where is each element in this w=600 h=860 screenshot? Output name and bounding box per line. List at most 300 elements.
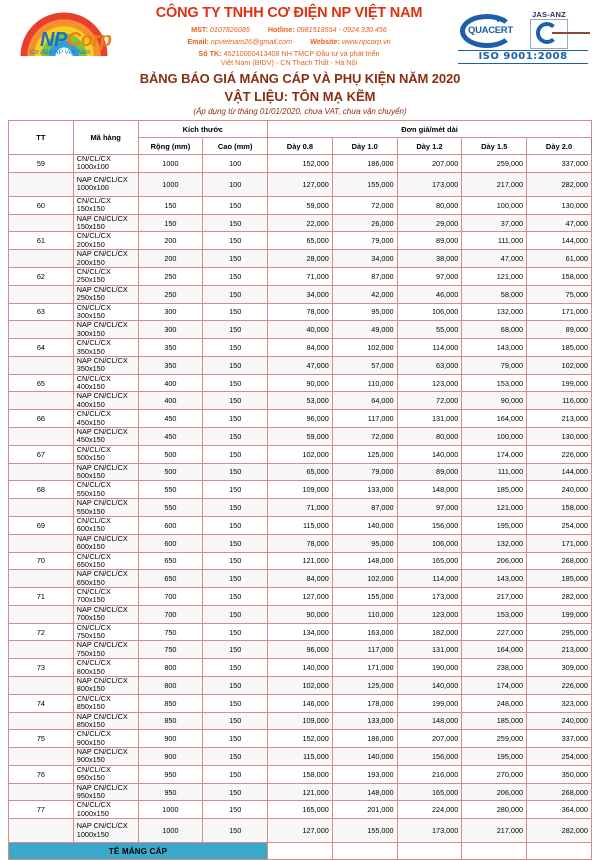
cell-price: 207,000	[397, 730, 462, 748]
cell-tt: 68	[9, 481, 74, 499]
cell-cao: 150	[203, 196, 268, 214]
table-header	[9, 121, 592, 155]
table-row	[9, 214, 592, 232]
cell-price: 96,000	[268, 641, 333, 659]
cell-price: 29,000	[397, 214, 462, 232]
cell-name: NAP CN/CL/CX 150x150	[73, 214, 138, 232]
cell-name: CN/CL/CX 200x150	[73, 232, 138, 250]
cell-cao: 150	[203, 588, 268, 606]
cell-rong: 650	[138, 552, 203, 570]
table-row	[9, 172, 592, 196]
email-value[interactable]: npvietnam26@gmail.com	[210, 36, 293, 46]
cell-price: 131,000	[397, 410, 462, 428]
cell-name: CN/CL/CX 1000x150	[73, 801, 138, 819]
cell-cao: 150	[203, 676, 268, 694]
cell-price: 165,000	[397, 552, 462, 570]
cell-tt: 77	[9, 801, 74, 819]
cell-name: CN/CL/CX 550x150	[73, 481, 138, 499]
cell-cao: 150	[203, 303, 268, 321]
cell-rong: 800	[138, 659, 203, 677]
quacert-vn-label: vn	[496, 15, 506, 24]
cell-price: 280,000	[462, 801, 527, 819]
table-row	[9, 268, 592, 286]
mst-value: 0107826085	[209, 24, 250, 34]
cell-price: 84,000	[268, 339, 333, 357]
cell-price: 100,000	[462, 196, 527, 214]
cell-price: 125,000	[332, 676, 397, 694]
cell-price: 337,000	[527, 155, 592, 173]
cell-price: 182,000	[397, 623, 462, 641]
cell-price: 123,000	[397, 605, 462, 623]
cell-price: 144,000	[527, 232, 592, 250]
cell-price: 49,000	[332, 321, 397, 339]
cell-rong: 150	[138, 196, 203, 214]
cell-price: 173,000	[397, 819, 462, 843]
cell-rong: 1000	[138, 801, 203, 819]
table-row	[9, 374, 592, 392]
cell-price: 238,000	[462, 659, 527, 677]
cell-price: 121,000	[268, 783, 333, 801]
cell-price: 158,000	[527, 499, 592, 517]
cell-price: 143,000	[462, 570, 527, 588]
table-row	[9, 499, 592, 517]
cell-price: 121,000	[462, 268, 527, 286]
cell-price: 84,000	[268, 570, 333, 588]
cell-name: CN/CL/CX 300x150	[73, 303, 138, 321]
cell-price: 240,000	[527, 481, 592, 499]
table-row	[9, 712, 592, 730]
cell-cao: 150	[203, 356, 268, 374]
table-row	[9, 410, 592, 428]
table-row	[9, 819, 592, 843]
table-row	[9, 623, 592, 641]
cell-name: CN/CL/CX 850x150	[73, 694, 138, 712]
website-label: Website:	[310, 36, 340, 46]
cell-rong: 250	[138, 268, 203, 286]
certification-badges	[454, 4, 594, 64]
letterhead	[0, 0, 600, 68]
table-row	[9, 232, 592, 250]
cell-rong: 150	[138, 214, 203, 232]
table-row	[9, 801, 592, 819]
cell-rong: 1000	[138, 172, 203, 196]
mst-label: MST:	[191, 24, 208, 34]
logo-corp-text: Corp	[66, 29, 112, 51]
cell-rong: 300	[138, 303, 203, 321]
cell-price: 102,000	[332, 339, 397, 357]
cell-price: 72,000	[397, 392, 462, 410]
cell-price: 193,000	[332, 765, 397, 783]
cell-price: 87,000	[332, 268, 397, 286]
cell-price: 248,000	[462, 694, 527, 712]
section-blank-cell	[462, 843, 527, 860]
table-row	[9, 285, 592, 303]
cell-name: NAP CN/CL/CX 900x150	[73, 748, 138, 766]
cell-price: 95,000	[332, 534, 397, 552]
cell-price: 116,000	[527, 392, 592, 410]
cell-price: 199,000	[527, 605, 592, 623]
cell-price: 115,000	[268, 748, 333, 766]
cell-rong: 400	[138, 374, 203, 392]
cell-price: 153,000	[462, 374, 527, 392]
cell-name: CN/CL/CX 500x150	[73, 445, 138, 463]
cell-price: 259,000	[462, 155, 527, 173]
cell-price: 173,000	[397, 588, 462, 606]
cell-price: 87,000	[332, 499, 397, 517]
cell-tt	[9, 392, 74, 410]
cell-price: 71,000	[268, 268, 333, 286]
page-title: BẢNG BÁO GIÁ MÁNG CÁP VÀ PHỤ KIỆN NĂM 2020	[139, 71, 461, 86]
cell-tt: 59	[9, 155, 74, 173]
cell-rong: 200	[138, 232, 203, 250]
cell-price: 148,000	[332, 783, 397, 801]
cell-name: CN/CL/CX 900x150	[73, 730, 138, 748]
cell-price: 127,000	[268, 819, 333, 843]
table-row	[9, 392, 592, 410]
cell-price: 164,000	[462, 410, 527, 428]
cell-name: NAP CN/CL/CX 500x150	[73, 463, 138, 481]
cell-name: NAP CN/CL/CX 1000x100	[73, 172, 138, 196]
header-row-1	[9, 121, 592, 138]
cell-price: 213,000	[527, 641, 592, 659]
cell-price: 144,000	[527, 463, 592, 481]
cell-tt	[9, 321, 74, 339]
table-row	[9, 748, 592, 766]
cell-price: 156,000	[397, 748, 462, 766]
table-row	[9, 303, 592, 321]
cell-name: NAP CN/CL/CX 700x150	[73, 605, 138, 623]
cell-tt: 73	[9, 659, 74, 677]
cell-tt	[9, 605, 74, 623]
cell-tt	[9, 463, 74, 481]
cell-tt	[9, 819, 74, 843]
cell-name: CN/CL/CX 400x150	[73, 374, 138, 392]
cell-tt: 64	[9, 339, 74, 357]
cell-price: 78,000	[268, 303, 333, 321]
cell-price: 165,000	[397, 783, 462, 801]
company-name: CÔNG TY TNHH CƠ ĐIỆN NP VIỆT NAM	[155, 5, 423, 21]
cell-price: 34,000	[268, 285, 333, 303]
cell-name: NAP CN/CL/CX 800x150	[73, 676, 138, 694]
cell-price: 140,000	[397, 445, 462, 463]
jasanz-bar	[552, 32, 590, 34]
cell-price: 102,000	[332, 570, 397, 588]
cell-tt: 71	[9, 588, 74, 606]
cell-name: CN/CL/CX 650x150	[73, 552, 138, 570]
cell-tt: 66	[9, 410, 74, 428]
cell-price: 72,000	[332, 428, 397, 446]
cell-price: 79,000	[462, 356, 527, 374]
table-row	[9, 765, 592, 783]
cell-price: 158,000	[527, 268, 592, 286]
title-note: (Áp dụng từ tháng 01/01/2020, chưa VAT, chưa vận chuyển)	[193, 107, 407, 117]
cell-name: NAP CN/CL/CX 350x150	[73, 356, 138, 374]
cell-price: 337,000	[527, 730, 592, 748]
cell-price: 364,000	[527, 801, 592, 819]
cell-rong: 250	[138, 285, 203, 303]
page-subtitle: VẬT LIỆU: TÔN MẠ KẼM	[224, 88, 376, 104]
cell-price: 140,000	[332, 516, 397, 534]
cell-price: 78,000	[268, 534, 333, 552]
cell-price: 132,000	[462, 303, 527, 321]
cell-price: 259,000	[462, 730, 527, 748]
cell-price: 47,000	[268, 356, 333, 374]
cell-price: 53,000	[268, 392, 333, 410]
website-value[interactable]: www.npcorp.vn	[341, 36, 391, 46]
cell-rong: 300	[138, 321, 203, 339]
cell-price: 131,000	[397, 641, 462, 659]
cell-tt	[9, 214, 74, 232]
cell-price: 111,000	[462, 232, 527, 250]
cell-price: 140,000	[268, 659, 333, 677]
cell-rong: 550	[138, 499, 203, 517]
logo-tagline: Cơ điện NP Việt Nam	[30, 50, 91, 56]
cell-price: 40,000	[268, 321, 333, 339]
cell-tt	[9, 570, 74, 588]
cell-cao: 150	[203, 783, 268, 801]
cell-price: 282,000	[527, 172, 592, 196]
cell-price: 65,000	[268, 232, 333, 250]
cell-price: 195,000	[462, 748, 527, 766]
cell-price: 186,000	[332, 155, 397, 173]
cell-price: 227,000	[462, 623, 527, 641]
cell-cao: 150	[203, 499, 268, 517]
cell-price: 155,000	[332, 172, 397, 196]
email-label: Email:	[187, 36, 209, 46]
cell-price: 185,000	[527, 339, 592, 357]
cell-price: 165,000	[268, 801, 333, 819]
document-title-block	[0, 64, 600, 120]
bank-label: Số TK:	[198, 48, 222, 58]
cell-rong: 500	[138, 463, 203, 481]
cell-price: 143,000	[462, 339, 527, 357]
cell-price: 100,000	[462, 428, 527, 446]
cell-price: 37,000	[462, 214, 527, 232]
cell-rong: 850	[138, 712, 203, 730]
cell-price: 173,000	[397, 172, 462, 196]
cell-rong: 900	[138, 748, 203, 766]
cell-tt: 74	[9, 694, 74, 712]
cell-tt	[9, 428, 74, 446]
cell-price: 217,000	[462, 172, 527, 196]
cell-price: 174,000	[462, 445, 527, 463]
cell-price: 47,000	[462, 250, 527, 268]
cell-rong: 450	[138, 428, 203, 446]
company-logo	[6, 4, 124, 62]
table-row	[9, 516, 592, 534]
cell-price: 186,000	[332, 730, 397, 748]
cell-tt: 75	[9, 730, 74, 748]
cell-price: 156,000	[397, 516, 462, 534]
cell-price: 80,000	[397, 428, 462, 446]
cell-name: NAP CN/CL/CX 650x150	[73, 570, 138, 588]
cell-tt: 69	[9, 516, 74, 534]
cell-price: 226,000	[527, 676, 592, 694]
cell-name: NAP CN/CL/CX 200x150	[73, 250, 138, 268]
cell-rong: 1000	[138, 819, 203, 843]
section-blank-cell	[268, 843, 333, 860]
table-row	[9, 641, 592, 659]
cell-price: 121,000	[268, 552, 333, 570]
cell-tt	[9, 356, 74, 374]
cell-name: NAP CN/CL/CX 850x150	[73, 712, 138, 730]
cell-price: 254,000	[527, 516, 592, 534]
cell-price: 89,000	[397, 232, 462, 250]
cell-rong: 200	[138, 250, 203, 268]
cell-price: 171,000	[527, 303, 592, 321]
cell-price: 164,000	[462, 641, 527, 659]
cell-name: CN/CL/CX 1000x100	[73, 155, 138, 173]
cell-price: 117,000	[332, 410, 397, 428]
cell-price: 106,000	[397, 303, 462, 321]
bank-value: 45210000413408 NH TMCP Đầu tư và phát triển	[223, 48, 380, 58]
cell-price: 207,000	[397, 155, 462, 173]
cell-price: 109,000	[268, 481, 333, 499]
cell-cao: 100	[203, 155, 268, 173]
cell-cao: 150	[203, 570, 268, 588]
cell-price: 217,000	[462, 819, 527, 843]
cell-cao: 150	[203, 641, 268, 659]
cell-rong: 950	[138, 765, 203, 783]
header-day-15: Dày 1.5	[462, 138, 527, 155]
table-row	[9, 356, 592, 374]
cell-price: 59,000	[268, 196, 333, 214]
cell-cao: 150	[203, 321, 268, 339]
cell-name: NAP CN/CL/CX 750x150	[73, 641, 138, 659]
cell-rong: 600	[138, 534, 203, 552]
table-row	[9, 588, 592, 606]
contact-line-1	[124, 25, 454, 34]
cell-price: 117,000	[332, 641, 397, 659]
cell-tt	[9, 641, 74, 659]
cell-price: 153,000	[462, 605, 527, 623]
table-row	[9, 481, 592, 499]
cell-tt	[9, 712, 74, 730]
cell-price: 109,000	[268, 712, 333, 730]
cell-tt	[9, 783, 74, 801]
cell-price: 240,000	[527, 712, 592, 730]
section-blank-cell	[397, 843, 462, 860]
header-day-20: Dày 2.0	[527, 138, 592, 155]
cell-price: 102,000	[268, 445, 333, 463]
cell-price: 123,000	[397, 374, 462, 392]
cell-cao: 150	[203, 392, 268, 410]
section-label: TÊ MÁNG CÁP	[9, 843, 268, 860]
cell-rong: 500	[138, 445, 203, 463]
cell-name: NAP CN/CL/CX 400x150	[73, 392, 138, 410]
cell-price: 121,000	[462, 499, 527, 517]
cell-tt: 61	[9, 232, 74, 250]
header-day-08: Dày 0.8	[268, 138, 333, 155]
company-info	[124, 4, 454, 68]
cell-tt	[9, 172, 74, 196]
cell-tt	[9, 676, 74, 694]
cell-price: 224,000	[397, 801, 462, 819]
cell-cao: 150	[203, 605, 268, 623]
cell-price: 254,000	[527, 748, 592, 766]
cell-price: 90,000	[268, 605, 333, 623]
cell-price: 282,000	[527, 588, 592, 606]
cell-rong: 350	[138, 356, 203, 374]
cell-price: 152,000	[268, 155, 333, 173]
table-row	[9, 676, 592, 694]
quacert-logo-icon	[460, 14, 528, 48]
cell-price: 61,000	[527, 250, 592, 268]
cell-price: 102,000	[268, 676, 333, 694]
table-row	[9, 534, 592, 552]
cell-price: 134,000	[268, 623, 333, 641]
cell-cao: 100	[203, 172, 268, 196]
cell-price: 102,000	[527, 356, 592, 374]
header-cao: Cao (mm)	[203, 138, 268, 155]
cell-name: CN/CL/CX 700x150	[73, 588, 138, 606]
cell-price: 114,000	[397, 570, 462, 588]
cell-price: 140,000	[332, 748, 397, 766]
cell-rong: 1000	[138, 155, 203, 173]
cell-rong: 950	[138, 783, 203, 801]
cell-price: 111,000	[462, 463, 527, 481]
cell-price: 148,000	[332, 552, 397, 570]
cell-price: 295,000	[527, 623, 592, 641]
bank-account-info	[124, 49, 454, 68]
cell-rong: 400	[138, 392, 203, 410]
cell-price: 152,000	[268, 730, 333, 748]
cell-price: 133,000	[332, 712, 397, 730]
cell-cao: 150	[203, 748, 268, 766]
header-ma-hang: Mã hàng	[73, 121, 138, 155]
cell-tt: 63	[9, 303, 74, 321]
cell-price: 47,000	[527, 214, 592, 232]
contact-line-2	[124, 37, 454, 46]
cell-price: 171,000	[332, 659, 397, 677]
cell-name: NAP CN/CL/CX 600x150	[73, 534, 138, 552]
cell-price: 22,000	[268, 214, 333, 232]
bank-value-line2: Việt Nam (BIDV) - CN Thạch Thất - Hà Nội	[220, 58, 358, 68]
cell-price: 127,000	[268, 588, 333, 606]
cell-cao: 150	[203, 463, 268, 481]
cell-cao: 150	[203, 481, 268, 499]
cell-name: CN/CL/CX 350x150	[73, 339, 138, 357]
price-table	[8, 120, 592, 860]
cell-rong: 850	[138, 694, 203, 712]
section-header-row	[9, 843, 592, 860]
cell-tt	[9, 499, 74, 517]
cell-price: 155,000	[332, 819, 397, 843]
cell-price: 217,000	[462, 588, 527, 606]
cell-price: 57,000	[332, 356, 397, 374]
cell-price: 90,000	[268, 374, 333, 392]
jasanz-label: JAS-ANZ	[532, 10, 566, 19]
cell-rong: 700	[138, 605, 203, 623]
table-row	[9, 730, 592, 748]
cell-price: 34,000	[332, 250, 397, 268]
cell-price: 95,000	[332, 303, 397, 321]
cell-price: 65,000	[268, 463, 333, 481]
cell-price: 71,000	[268, 499, 333, 517]
cell-tt: 62	[9, 268, 74, 286]
cell-name: CN/CL/CX 150x150	[73, 196, 138, 214]
cell-price: 97,000	[397, 499, 462, 517]
cell-price: 58,000	[462, 285, 527, 303]
cell-cao: 150	[203, 623, 268, 641]
table-row	[9, 321, 592, 339]
cell-tt: 65	[9, 374, 74, 392]
cell-name: CN/CL/CX 950x150	[73, 765, 138, 783]
cell-cao: 150	[203, 232, 268, 250]
cell-name: CN/CL/CX 250x150	[73, 268, 138, 286]
cell-tt: 60	[9, 196, 74, 214]
cell-cao: 150	[203, 552, 268, 570]
